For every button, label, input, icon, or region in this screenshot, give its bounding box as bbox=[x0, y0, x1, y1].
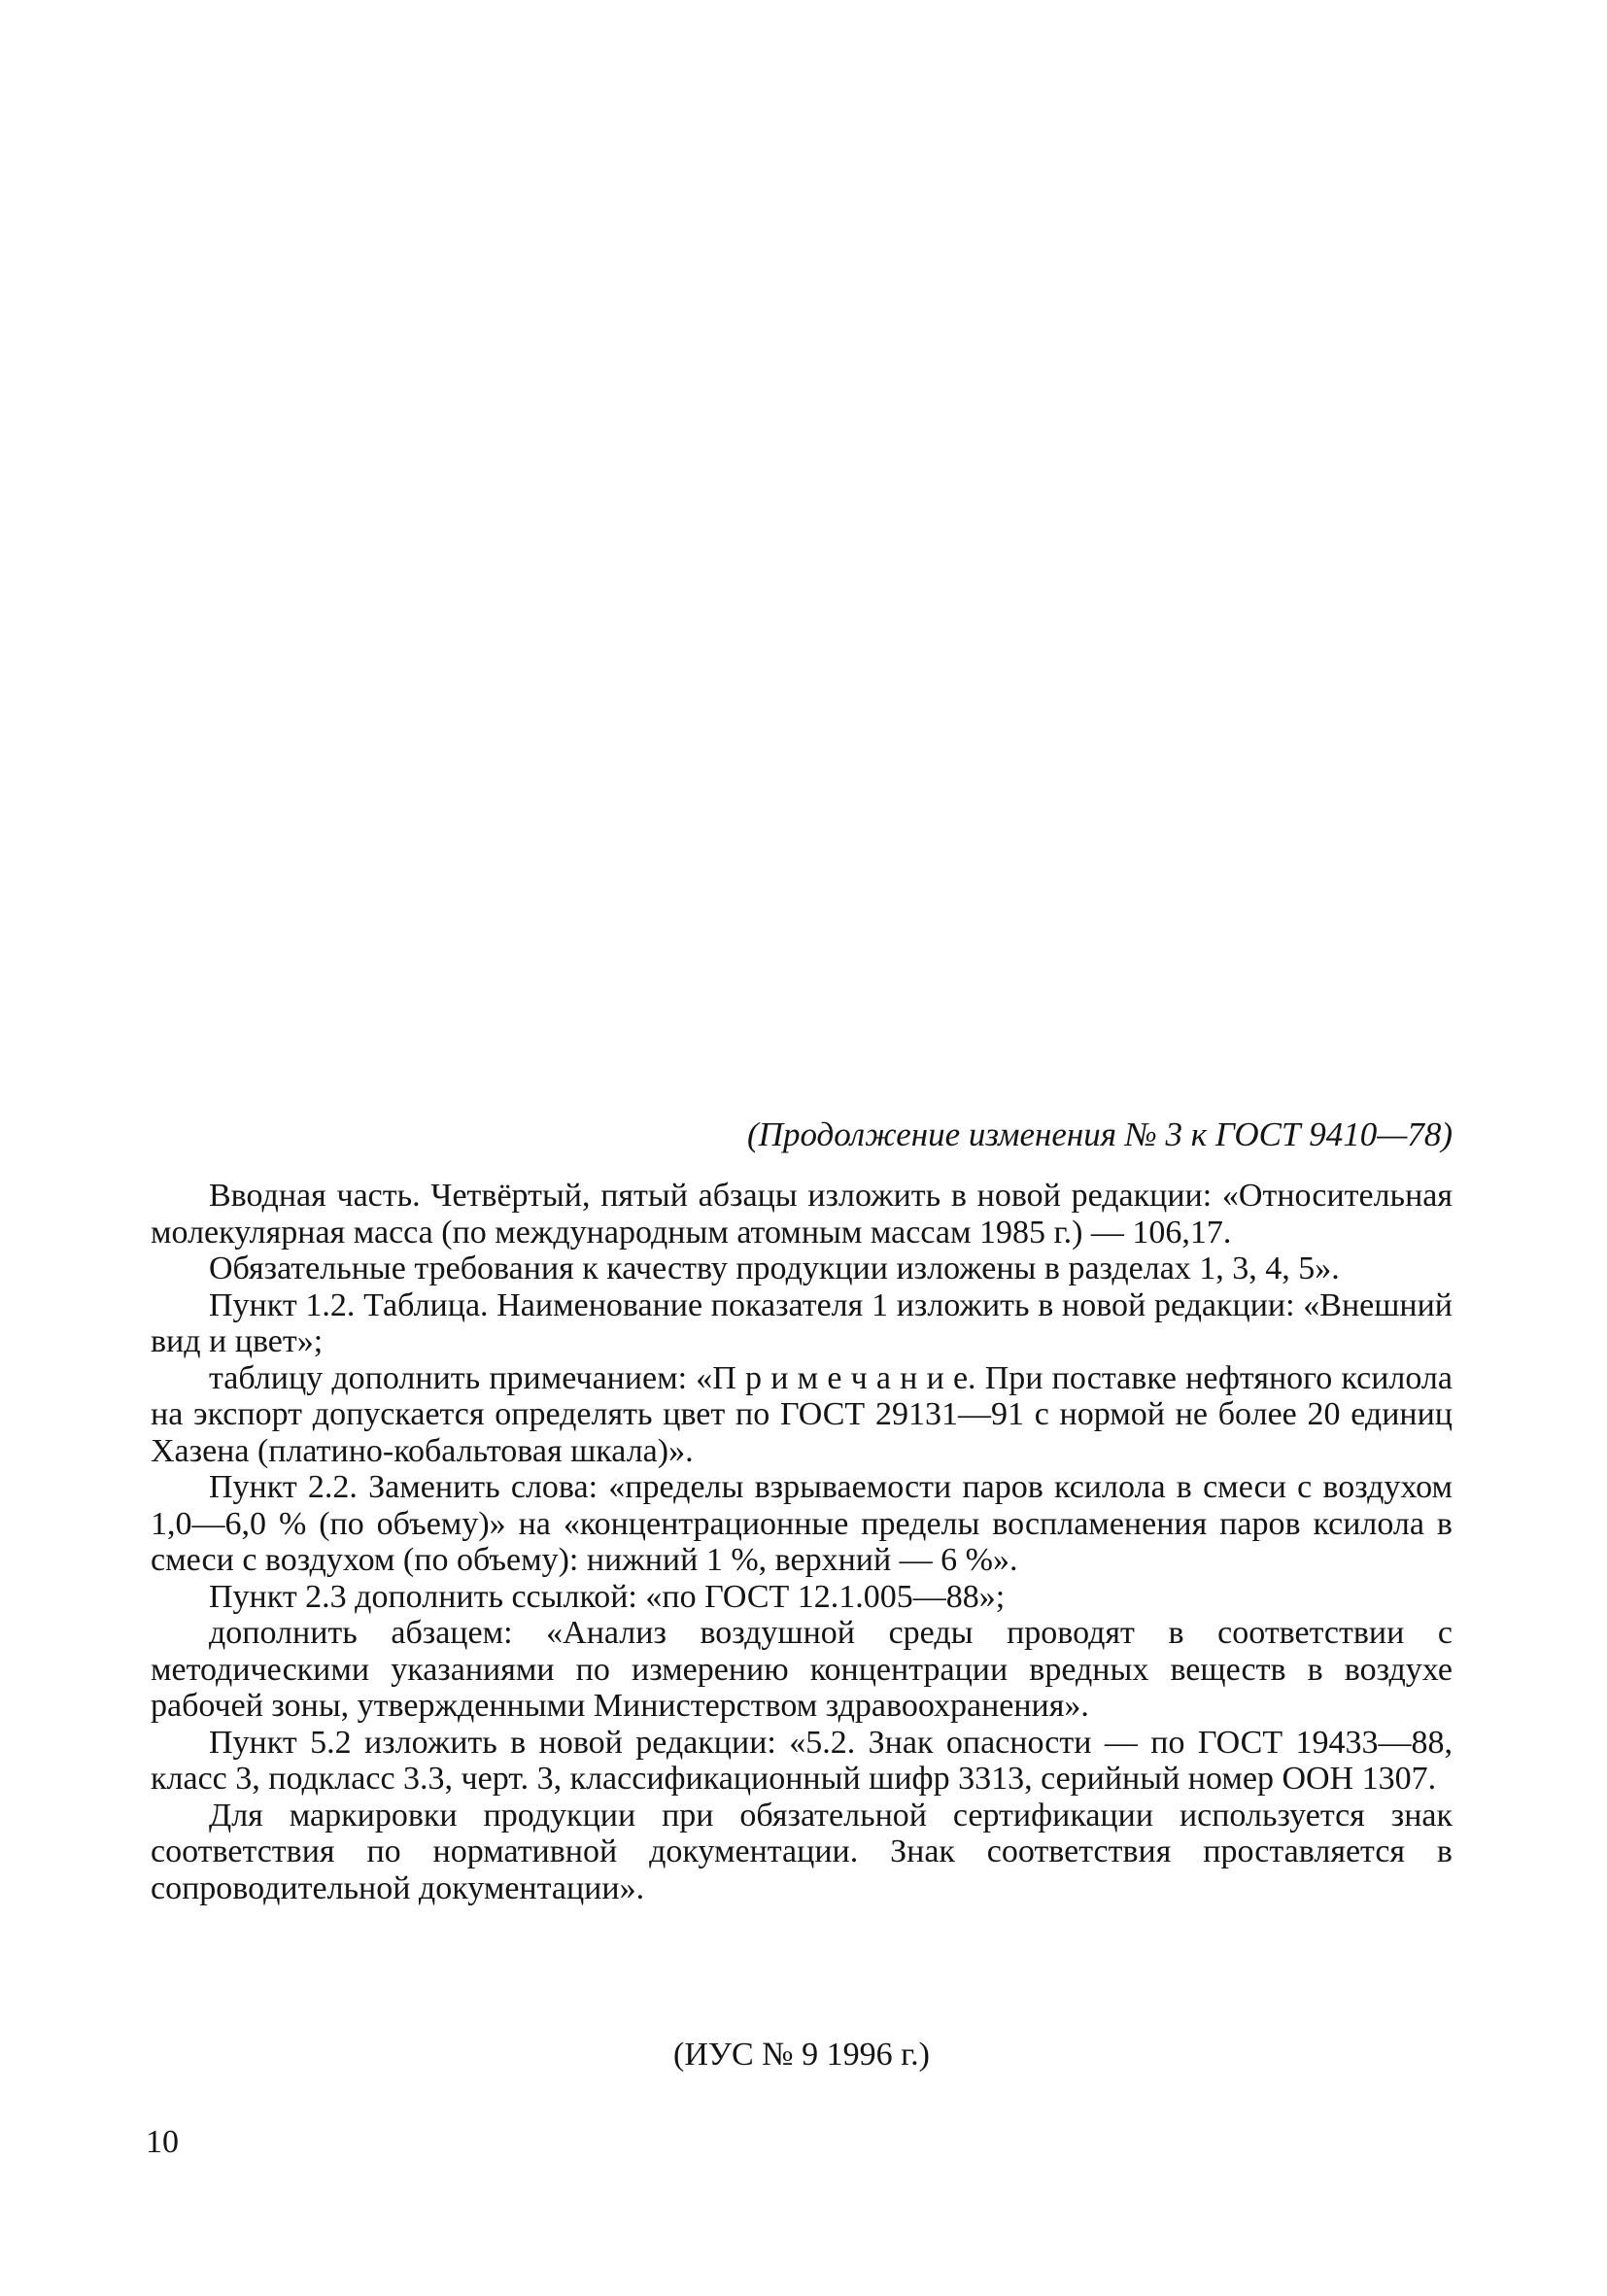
paragraph-requirements: Обязательные требования к качеству продукции изложены в разделах 1, 3, 4, 5». bbox=[209, 1251, 1340, 1286]
paragraph-item-1-2: Пункт 1.2. Таблица. Наименование показателя 1 изложить в новой редакции: «Внешний вид и цвет»; bbox=[151, 1286, 1453, 1359]
page-number: 10 bbox=[146, 2124, 179, 2160]
paragraph-item-2-2: Пункт 2.2. Заменить слова: «пределы взрываемости паров ксилола в смеси с воздухом 1,0—6,0 % (по объему)» на «концентрационные пределы воспламенения паров ксилола в смеси с воздухом (по объему): нижний 1 %, верхний — 6 %». bbox=[151, 1469, 1453, 1578]
running-header: (Продолжение изменения № 3 к ГОСТ 9410—78) bbox=[747, 1115, 1453, 1153]
paragraph-item-5-2: Пункт 5.2 изложить в новой редакции: «5.2. Знак опасности — по ГОСТ 19433—88, класс 3, подкласс 3.3, черт. 3, классификационный шифр 3313, серийный номер ООН 1307. bbox=[151, 1724, 1453, 1797]
body-text bbox=[151, 1178, 1453, 1906]
source-reference: (ИУС № 9 1996 г.) bbox=[673, 2037, 930, 2073]
paragraph-air-analysis: дополнить абзацем: «Анализ воздушной среды проводят в соответствии с методическими указаниями по измерению концентрации вредных веществ в воздухе рабочей зоны, утвержденными Министерством здравоохранения». bbox=[151, 1615, 1453, 1724]
paragraph-intro: Вводная часть. Четвёртый, пятый абзацы изложить в новой редакции: «Относительная молекулярная масса (по международным атомным массам 1985 г.) — 106,17. bbox=[151, 1178, 1453, 1251]
paragraph-item-2-3: Пункт 2.3 дополнить ссылкой: «по ГОСТ 12.1.005—88»; bbox=[209, 1578, 1006, 1615]
paragraph-table-note: таблицу дополнить примечанием: «П р и м е ч а н и е. При поставке нефтяного ксилола на экспорт допускается определять цвет по ГОСТ 29131—91 с нормой не более 20 единиц Хазена (платино-кобальтовая шкала)». bbox=[151, 1359, 1453, 1469]
paragraph-marking: Для маркировки продукции при обязательной сертификации используется знак соответствия по нормативной документации. Знак соответствия проставляется в сопроводительной документации». bbox=[151, 1797, 1453, 1906]
